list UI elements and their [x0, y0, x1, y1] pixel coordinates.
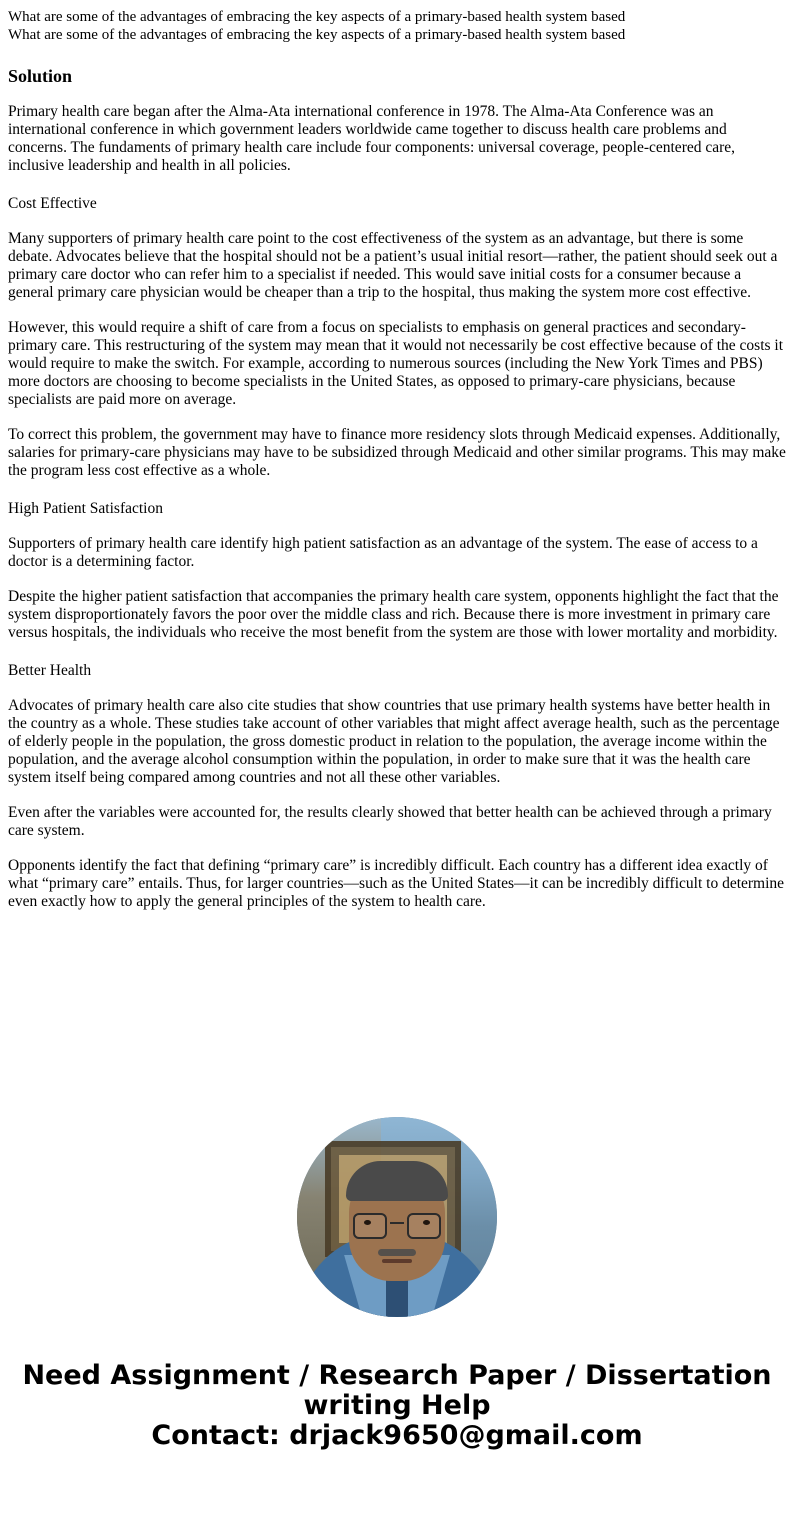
solution-paragraph: To correct this problem, the government may have to finance more residency slots through Medicaid expenses. Additionally, salaries for primary-care physicians may have to be subsidized through Medicaid and other similar programs. This may make the program less cost effective as a whole.: [8, 426, 786, 479]
footer-line-2: Contact: drjack9650@gmail.com: [151, 1420, 643, 1451]
solution-paragraph: Primary health care began after the Alma-Ata international conference in 1978. The Alma-Ata Conference was an international conference in which government leaders worldwide came together to discuss health care problems and concerns. The fundaments of primary health care include four components: universal coverage, people-centered care, inclusive leadership and health in all policies.: [8, 103, 736, 174]
solution-heading: Solution: [8, 66, 73, 86]
solution-paragraph: Despite the higher patient satisfaction that accompanies the primary health care system, opponents highlight the fact that the system disproportionately favors the poor over the middle class and rich. Because there is more investment in primary care versus hospitals, the individuals who receive the most benefit from the system are those with lower mortality and morbidity.: [8, 588, 779, 641]
avatar-container: [8, 1117, 786, 1317]
solution-subheading-cost-effective: Cost Effective: [8, 195, 97, 212]
question-line-1: What are some of the advantages of embracing the key aspects of a primary-based health system based: [8, 9, 626, 25]
avatar-eye-left: [364, 1220, 371, 1225]
avatar-mustache: [378, 1249, 416, 1256]
solution-paragraph: Even after the variables were accounted for, the results clearly showed that better health can be achieved through a primary care system.: [8, 804, 772, 839]
avatar-mouth: [382, 1259, 412, 1263]
avatar-glasses-left-lens: [353, 1213, 387, 1239]
solution-subheading-better-health: Better Health: [8, 662, 92, 679]
solution-paragraph: Opponents identify the fact that defining “primary care” is incredibly difficult. Each country has a different idea exactly of what “primary care” entails. Thus, for larger countries—such as the United States—it can be incredibly difficult to determine even exactly how to apply the general principles of the system to health care.: [8, 857, 785, 910]
solution-paragraph: Advocates of primary health care also cite studies that show countries that use primary health systems have better health in the country as a whole. These studies take account of other variables that might affect average health, such as the percentage of elderly people in the population, the gross domestic product in relation to the population, the average income within the population, and the average alcohol consumption within the population, in order to make sure that it was the health care system itself being compared among countries and not all these other variables.: [8, 697, 780, 786]
solution-paragraph: Supporters of primary health care identify high patient satisfaction as an advantage of the system. The ease of access to a doctor is a determining factor.: [8, 535, 758, 570]
question-line-2: What are some of the advantages of embracing the key aspects of a primary-based health system based: [8, 27, 626, 43]
avatar-hair: [346, 1161, 448, 1201]
solution-paragraph: However, this would require a shift of care from a focus on specialists to emphasis on general practices and secondary-primary care. This restructuring of the system may mean that it would not necessarily be cost effective because of the costs it would require to make the switch. For example, according to numerous sources (including the New York Times and PBS) more doctors are choosing to become specialists in the United States, as opposed to primary-care physicians, because specialists are paid more on average.: [8, 319, 784, 408]
avatar: [297, 1117, 497, 1317]
avatar-glasses-bridge: [390, 1222, 404, 1224]
solution-subheading-high-patient-satisfaction: High Patient Satisfaction: [8, 500, 163, 517]
avatar-eye-right: [423, 1220, 430, 1225]
solution-paragraph: Many supporters of primary health care point to the cost effectiveness of the system as an advantage, but there is some debate. Advocates believe that the hospital should not be a patient’s usual initial resort—rather, the patient should seek out a primary care doctor who can refer him to a specialist if needed. This would save initial costs for a consumer because a general primary care physician would be cheaper than a trip to the hospital, thus making the system more cost effective.: [8, 230, 778, 301]
footer-contact: [8, 1361, 786, 1471]
avatar-glasses-right-lens: [407, 1213, 441, 1239]
content-spacer: [8, 911, 786, 1091]
question-block: [8, 8, 786, 44]
footer-line-1: Need Assignment / Research Paper / Dissertation writing Help: [22, 1360, 772, 1421]
